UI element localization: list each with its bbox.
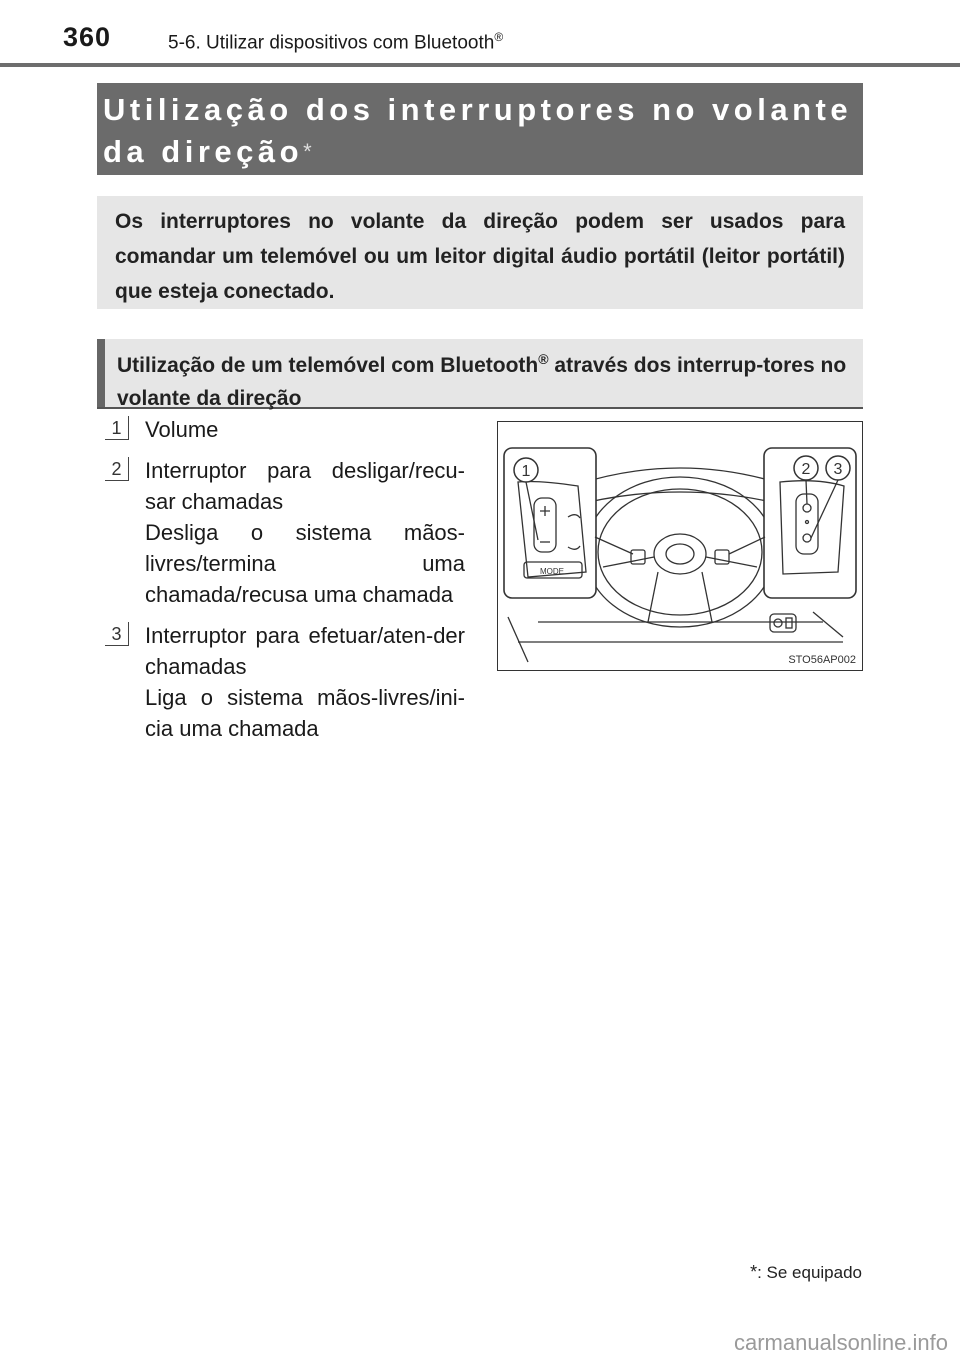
running-header (168, 30, 503, 54)
list-item (105, 414, 465, 445)
watermark: carmanualsonline.info (733, 1330, 948, 1355)
item-number: 2 (105, 457, 129, 481)
section-title: Utilização dos interruptores no volante da direção (103, 92, 853, 169)
subheading-box (97, 339, 863, 409)
item-label: Volume (145, 417, 219, 442)
subheading-registered-mark: ® (538, 351, 549, 367)
asterisk-icon: * (303, 139, 312, 164)
running-header-text: 5-6. Utilizar dispositivos com Bluetooth (168, 32, 495, 54)
subheading-bar (97, 339, 105, 407)
item-label: Interruptor para efetuar/aten-der chamadas (145, 623, 465, 679)
section-title-box (97, 83, 863, 175)
footnote-text: : Se equipado (757, 1263, 862, 1282)
item-number: 1 (105, 416, 129, 440)
steering-wheel-figure (497, 421, 863, 671)
footnote-asterisk-icon: * (750, 1262, 758, 1282)
item-label: Interruptor para desligar/recu-sar chamadas (145, 458, 465, 514)
page-number: 360 (63, 22, 112, 52)
steering-wheel-illustration (498, 422, 862, 670)
figure-code: STO56AP002 (788, 654, 856, 666)
callout-3: 3 (833, 461, 843, 478)
list-item (105, 455, 465, 610)
mode-label: MODE (540, 567, 564, 576)
callout-1: 1 (521, 463, 531, 480)
item-description: Desliga o sistema mãos-livres/termina uma chamada/recusa uma chamada (145, 520, 465, 607)
item-list (105, 414, 465, 754)
list-item (105, 620, 465, 744)
subheading-text-1: Utilização de um telemóvel com Bluetooth (117, 354, 539, 377)
callout-2: 2 (801, 461, 811, 478)
subheading-text-2: através dos interrup-tores no volante da direção (117, 354, 847, 410)
intro-box (97, 196, 863, 309)
registered-mark: ® (494, 30, 504, 44)
item-number: 3 (105, 622, 129, 646)
footnote (750, 1262, 862, 1283)
intro-text: Os interruptores no volante da direção podem ser usados para comandar um telemóvel ou um leitor digital áudio portátil (leitor portátil) que esteja conectado. (115, 210, 845, 303)
item-description: Liga o sistema mãos-livres/ini-cia uma chamada (145, 685, 465, 741)
header-rule (0, 63, 960, 67)
